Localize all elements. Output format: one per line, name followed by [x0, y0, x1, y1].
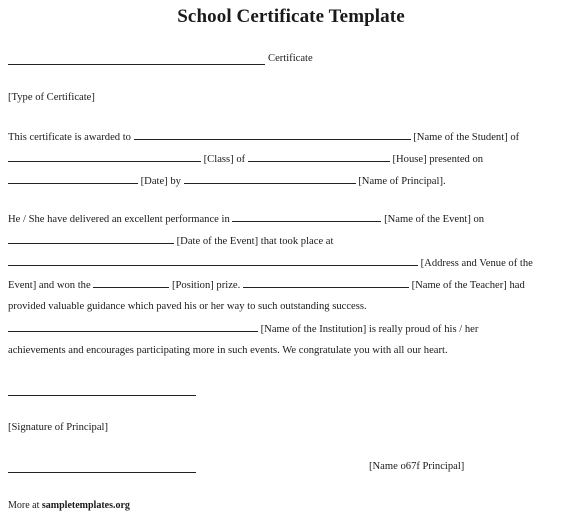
p2-l6a: [Name of the Institution] is really proud of his / her [260, 324, 479, 335]
footer-site-link[interactable]: sampletemplates.org [41, 500, 130, 511]
p2-line4 [8, 278, 525, 293]
p2-line5: provided valuable guidance which paved his or her way to such outstanding success. [8, 301, 367, 312]
type-of-certificate: [Type of Certificate] [8, 92, 95, 103]
p1-l3a: [Date] by [140, 176, 181, 187]
p1-l3b: [Name of Principal]. [358, 176, 446, 187]
date-blank [8, 174, 138, 184]
p2-l1b: [Name of the Event] on [384, 214, 485, 225]
principal-blank [184, 174, 356, 184]
p2-l2a: [Date of the Event] that took place at [176, 236, 334, 247]
principal-name-line [8, 472, 196, 473]
p2-l1a: He / She have delivered an excellent performance in [8, 214, 230, 225]
p2-line6 [8, 322, 478, 337]
certificate-label: Certificate [268, 53, 313, 64]
p2-l4b: [Position] prize. [171, 280, 241, 291]
position-blank [93, 278, 169, 288]
p2-l4a: Event] and won the [8, 280, 91, 291]
p1-l1a: This certificate is awarded to [8, 132, 131, 143]
teacher-blank [243, 278, 409, 288]
student-name-blank [134, 130, 411, 140]
p2-line1 [8, 212, 484, 227]
institution-blank [8, 322, 258, 332]
event-date-blank [8, 234, 174, 244]
principal-name-label: [Name o67f Principal] [369, 461, 465, 472]
footer [8, 499, 130, 513]
venue-blank [8, 256, 418, 266]
p1-l2b: [House] presented on [392, 154, 484, 165]
signature-line [8, 395, 196, 396]
house-blank [248, 152, 390, 162]
p1-l2a: [Class] of [203, 154, 246, 165]
certificate-blank [8, 64, 265, 65]
p1-line1 [8, 130, 519, 145]
document-title: School Certificate Template [177, 6, 405, 27]
p1-l1b: [Name of the Student] of [413, 132, 520, 143]
p1-line3 [8, 174, 446, 189]
p2-line3 [8, 256, 533, 271]
p2-line7: achievements and encourages participating more in such events. We congratulate you with all our heart. [8, 345, 448, 356]
p2-l3a: [Address and Venue of the [420, 258, 533, 269]
footer-prefix: More at [8, 500, 40, 511]
p2-line2 [8, 234, 333, 249]
p2-l4c: [Name of the Teacher] had [411, 280, 525, 291]
signature-label: [Signature of Principal] [8, 422, 109, 433]
class-blank [8, 152, 201, 162]
p1-line2 [8, 152, 483, 167]
event-name-blank [232, 212, 381, 222]
